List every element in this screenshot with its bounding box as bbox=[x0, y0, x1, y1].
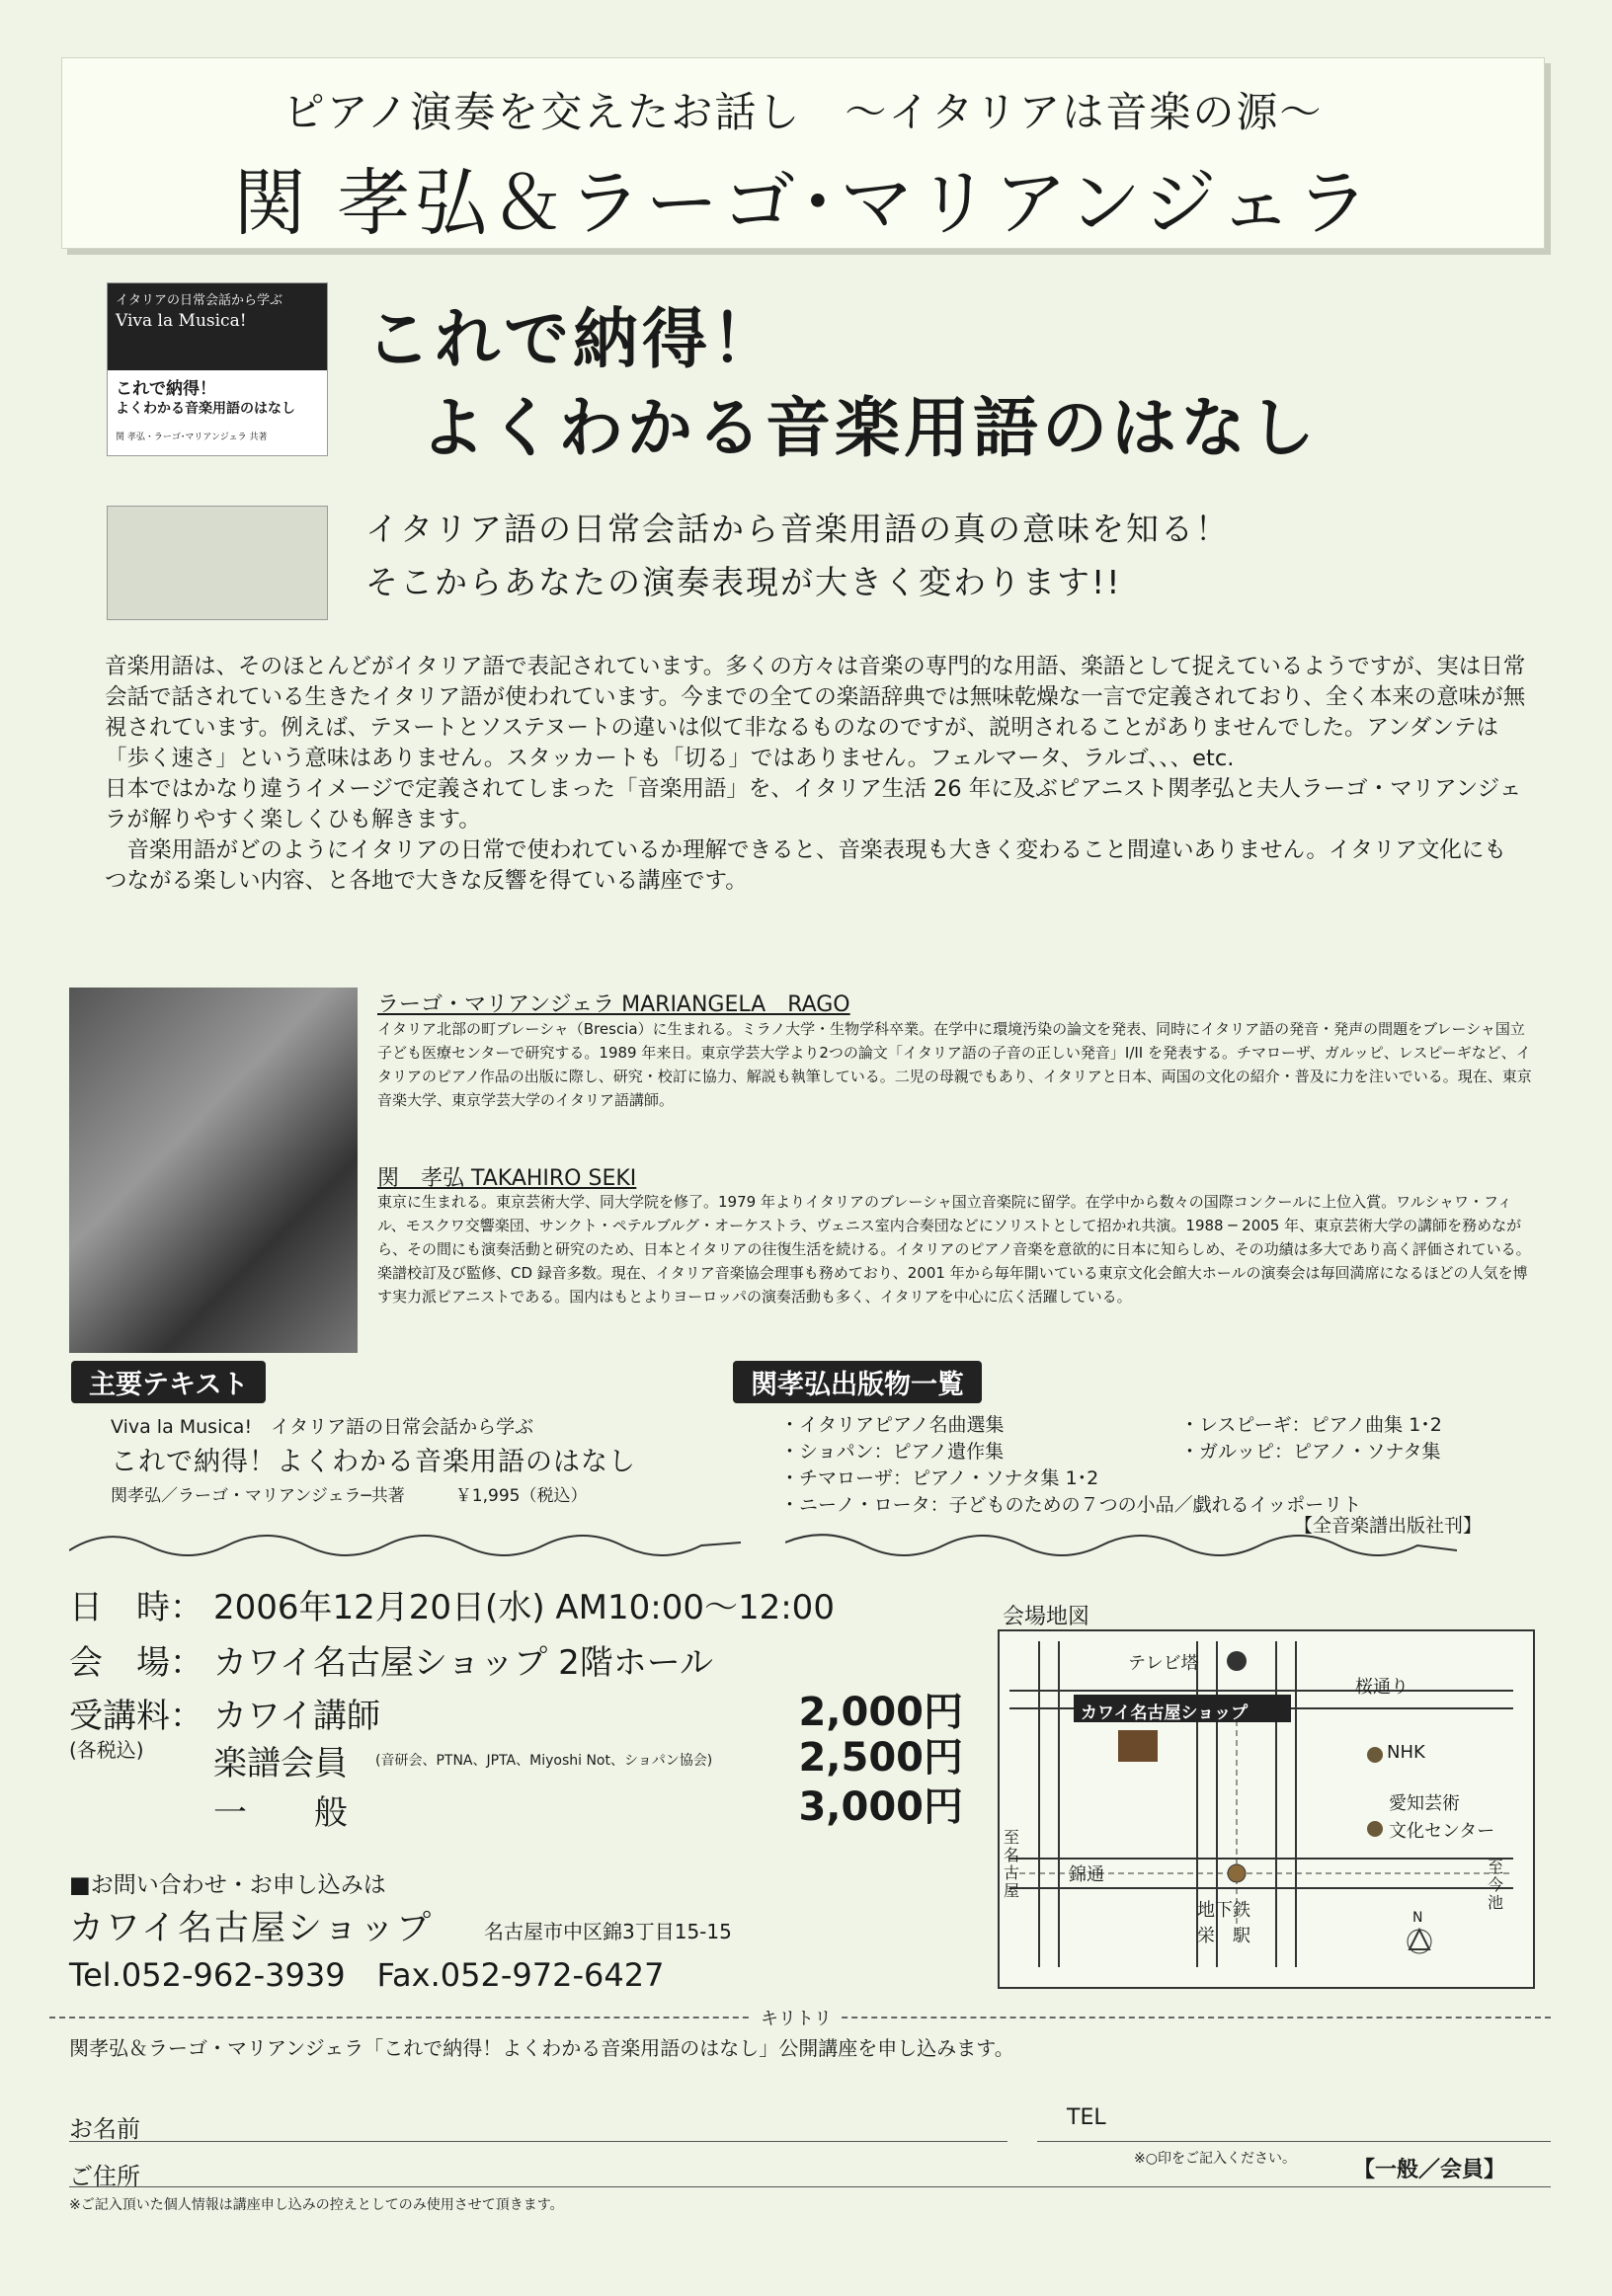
fee-tax-note: (各税込) bbox=[69, 1738, 144, 1762]
cover-dark-band bbox=[108, 283, 327, 370]
publication-item: ・ショパン：ピアノ遺作集 bbox=[780, 1441, 1005, 1463]
map-to-nagoya: 至名古屋 bbox=[1004, 1828, 1020, 1900]
tel-label: TEL bbox=[1067, 2105, 1106, 2130]
address-field[interactable] bbox=[69, 2186, 1551, 2187]
map-label: 会場地図 bbox=[1003, 1605, 1090, 1629]
body-paragraph: 日本ではかなり違うイメージで定義されてしまった「音楽用語」を、イタリア生活 26 年に及ぶピアニスト関孝弘と夫人ラーゴ・マリアンジェラが解りやすく楽しくひも解きます。 bbox=[105, 776, 1522, 832]
text-line2: これで納得！よくわかる音楽用語のはなし bbox=[111, 1447, 636, 1477]
text-line3: 関孝弘／ラーゴ・マリアンジェラ─共著 ￥1,995（税込） bbox=[111, 1486, 588, 1506]
cover-light-band bbox=[108, 370, 327, 455]
date-label: 日 時： bbox=[69, 1588, 203, 1627]
cover-series: Viva la Musica! bbox=[116, 311, 247, 331]
publication-item: ・イタリアピアノ名曲選集 bbox=[780, 1414, 1005, 1436]
cover-top-text: イタリアの日常会話から学ぶ bbox=[116, 293, 283, 308]
cover-title2: よくわかる音楽用語のはなし bbox=[116, 401, 295, 417]
map-station-line2: 栄 駅 bbox=[1197, 1926, 1250, 1946]
text-line1: Viva la Musica! イタリア語の日常会話から学ぶ bbox=[111, 1416, 534, 1438]
map-station-line1: 地下鉄 bbox=[1197, 1900, 1250, 1921]
type-choice[interactable]: 【一般／会員】 bbox=[1353, 2158, 1506, 2182]
cover-title1: これで納得！ bbox=[116, 379, 216, 399]
main-text-label: 主要テキスト bbox=[71, 1361, 266, 1403]
fee-row-name: 一 般 bbox=[213, 1793, 348, 1833]
privacy-note: ※ご記入頂いた個人情報は講座申し込みの控えとしてのみ使用させて頂きます。 bbox=[69, 2197, 564, 2213]
fee-price: 2,000円 bbox=[798, 1690, 963, 1735]
contact-phone: Tel.052-962-3939 Fax.052-972-6427 bbox=[69, 1956, 665, 1994]
header-box bbox=[61, 57, 1545, 249]
body-text bbox=[105, 652, 1527, 897]
map-north: N bbox=[1412, 1910, 1423, 1926]
circle-note: ※○印をご記入ください。 bbox=[1134, 2151, 1296, 2167]
publication-item: ・ガルッピ：ピアノ・ソナタ集 bbox=[1180, 1441, 1441, 1463]
bio-seki-name: 関 孝弘 TAKAHIRO SEKI bbox=[377, 1166, 637, 1191]
fee-row-sub: (音研会、PTNA、JPTA、Miyoshi Not、ショパン協会) bbox=[375, 1753, 713, 1769]
map-tv-tower: テレビ塔 bbox=[1128, 1653, 1199, 1674]
map-aichi-line2: 文化センター bbox=[1389, 1821, 1495, 1842]
venue-value: カワイ名古屋ショップ 2階ホール bbox=[213, 1643, 714, 1683]
main-title-line2: よくわかる音楽用語のはなし bbox=[420, 390, 1319, 466]
body-paragraph: 音楽用語は、そのほとんどがイタリア語で表記されています。多くの方々は音楽の専門的な用語、楽語として捉えているようですが、実は日常会話で話されている生きたイタリア語が使われています。今までの全ての楽語辞典では無味乾燥な一言で定義されており、全く本来の意味が無視されています。例えば、テヌートとソステヌートの違いは似て非なるものなのですが、説明されることがありませんでした。アンダンテは「歩く速さ」という意味はありません。スタッカートも「切る」ではありません。フェルマータ、ラルゴ、、、etc. bbox=[105, 654, 1526, 771]
book-cover-back bbox=[107, 506, 328, 620]
venue-map bbox=[998, 1629, 1535, 1989]
name-label: お名前 bbox=[69, 2115, 140, 2143]
map-shop: カワイ名古屋ショップ bbox=[1081, 1703, 1249, 1723]
fee-price: 2,500円 bbox=[798, 1735, 963, 1781]
fee-row-name: カワイ講師 bbox=[213, 1697, 380, 1736]
name-field[interactable] bbox=[69, 2141, 1008, 2142]
apply-text: 関孝弘＆ラーゴ・マリアンジェラ「これで納得！よくわかる音楽用語のはなし」公開講座を申し込みます。 bbox=[69, 2036, 1014, 2060]
body-paragraph: 音楽用語がどのようにイタリアの日常で使われているか理解できると、音楽表現も大きく変わること間違いありません。イタリア文化にもつながる楽しい内容、と各地で大きな反響を得ている講座です。 bbox=[105, 837, 1506, 894]
fee-price: 3,000円 bbox=[798, 1784, 963, 1830]
kiritori-label: キリトリ bbox=[751, 2005, 842, 2030]
map-aichi-line1: 愛知芸術 bbox=[1389, 1793, 1460, 1814]
bio-rago-text: イタリア北部の町ブレーシャ（Brescia）に生まれる。ミラノ大学・生物学科卒業。在学中に環境汚染の論文を発表、同時にイタリア語の発音・発声の問題をブレーシャ国立子ども医療センターで研究する。1989 年来日。東京学芸大学より2つの論文「イタリア語の子音の正しい発音」I/II を発表する。チマローザ、ガルッピ、レスピーギなど、イタリアのピアノ作品の出版に際し、研究・校訂に協力、解説も執筆している。二児の母親でもあり、イタリアと日本、両国の文化の紹介・普及に力を注いでいる。現在、東京音楽大学、東京学芸大学のイタリア語講師。 bbox=[377, 1020, 1532, 1109]
publications-label: 関孝弘出版物一覧 bbox=[733, 1361, 982, 1403]
lead-line2: そこからあなたの演奏表現が大きく変わります!! bbox=[365, 563, 1122, 601]
ornament-divider-right bbox=[785, 1521, 1457, 1560]
publication-item: ・ニーノ・ロータ：子どものための７つの小品／戯れるイッポーリト bbox=[780, 1494, 1362, 1516]
venue-label: 会 場： bbox=[69, 1643, 203, 1683]
tel-field[interactable] bbox=[1037, 2141, 1551, 2142]
ornament-divider-left bbox=[69, 1521, 741, 1560]
contact-heading: ■お問い合わせ・お申し込みは bbox=[69, 1872, 386, 1898]
header-title: 関 孝弘＆ラーゴ･マリアンジェラ bbox=[232, 161, 1374, 246]
publication-item: ・レスピーギ：ピアノ曲集 1･2 bbox=[1180, 1414, 1442, 1436]
date-value: 2006年12月20日(水) AM10:00～12:00 bbox=[213, 1588, 835, 1627]
lead-line1: イタリア語の日常会話から音楽用語の真の意味を知る！ bbox=[365, 510, 1230, 548]
publisher-note: 【全音楽譜出版社刊】 bbox=[1294, 1515, 1483, 1537]
publication-item: ・チマローザ：ピアノ・ソナタ集 1･2 bbox=[780, 1467, 1099, 1489]
header-subtitle: ピアノ演奏を交えたお話し ～イタリアは音楽の源～ bbox=[282, 88, 1324, 136]
map-nishiki: 錦通 bbox=[1069, 1864, 1104, 1885]
address-label: ご住所 bbox=[69, 2163, 140, 2190]
contact-shop: カワイ名古屋ショップ bbox=[69, 1909, 434, 1948]
cover-authors: 関 孝弘・ラーゴ･マリアンジェラ 共著 bbox=[116, 433, 268, 442]
book-cover-front bbox=[107, 282, 328, 456]
bio-seki-text: 東京に生まれる。東京芸術大学、同大学院を修了。1979 年よりイタリアのブレーシャ国立音楽院に留学。在学中から数々の国際コンクールに上位入賞。ワルシャワ・フィル、モスクワ交響楽団、サンクト・ペテルブルグ・オーケストラ、ヴェニス室内合奏団などにソリストとして招かれ共演。1988 ─ 2005 年、東京芸術大学の講師を務めながら、その間にも演奏活動と研究のため、日本とイタリアの往復生活を続ける。イタリアのピアノ音楽を意欲的に日本に知らしめ、その功績は多大であり高く評価されている。楽譜校訂及び監修、CD 録音多数。現在、イタリア音楽協会理事も務めており、2001 年から毎年開いている東京文化会館大ホールの演奏会は毎回満席になるほどの人気を博す実力派ピアニストである。国内はもとよりヨーロッパの演奏活動も多く、イタリアを中心に広く活躍している。 bbox=[377, 1193, 1531, 1306]
map-sakura: 桜通り bbox=[1355, 1677, 1409, 1698]
portrait-photo bbox=[69, 988, 358, 1353]
map-nhk: NHK bbox=[1387, 1742, 1425, 1763]
bio-rago-name: ラーゴ・マリアンジェラ MARIANGELA RAGO bbox=[377, 992, 850, 1017]
fee-row-name: 楽譜会員 bbox=[213, 1744, 348, 1783]
fee-label: 受講料： bbox=[69, 1697, 203, 1736]
map-to-imaike: 至今池 bbox=[1488, 1858, 1504, 1912]
contact-address: 名古屋市中区錦3丁目15-15 bbox=[484, 1920, 732, 1943]
main-title-line1: これで納得！ bbox=[365, 301, 780, 377]
